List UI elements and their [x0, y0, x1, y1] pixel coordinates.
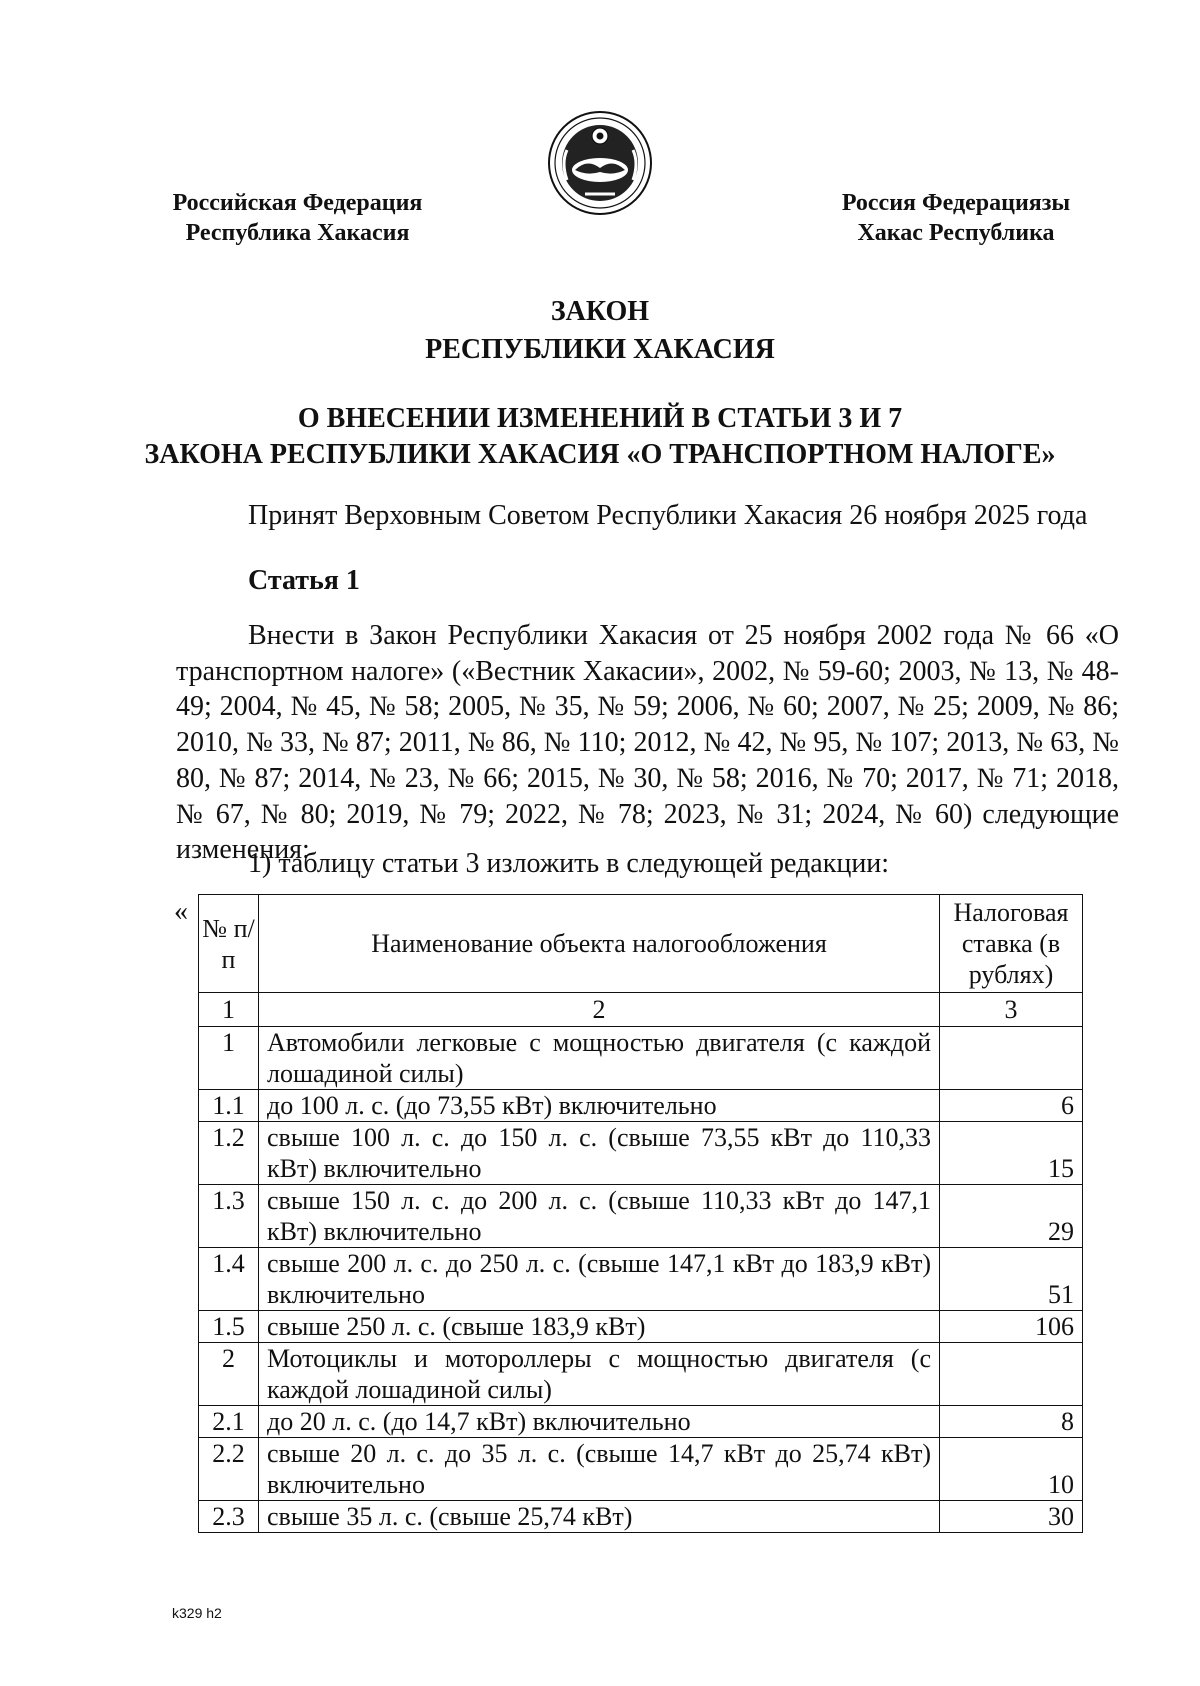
header-right: [826, 188, 1086, 248]
header-left-line1: Российская Федерация: [172, 190, 423, 216]
row-rate: 8: [940, 1406, 1083, 1438]
law-subject-line2: ЗАКОНА РЕСПУБЛИКИ ХАКАСИЯ «О ТРАНСПОРТНОМ НАЛОГЕ»: [144, 439, 1056, 470]
row-num: 1.4: [199, 1248, 259, 1311]
header-right-line1: Россия Федерациязы: [841, 190, 1071, 216]
row-num: 1.1: [199, 1090, 259, 1122]
table-row: [199, 1027, 1083, 1090]
law-subject-line1: О ВНЕСЕНИИ ИЗМЕНЕНИЙ В СТАТЬИ 3 И 7: [297, 403, 903, 434]
table-row: [199, 1438, 1083, 1501]
index-cell: 1: [199, 993, 259, 1027]
row-rate: 15: [940, 1122, 1083, 1185]
header-name: Наименование объекта налогообложения: [259, 895, 940, 993]
row-name: свыше 200 л. с. до 250 л. с. (свыше 147,1 кВт до 183,9 кВт) включительно: [259, 1248, 940, 1311]
table-row: [199, 1122, 1083, 1185]
open-quote-mark: «: [174, 896, 188, 927]
row-rate: 51: [940, 1248, 1083, 1311]
row-rate: 30: [940, 1501, 1083, 1533]
row-num: 2.3: [199, 1501, 259, 1533]
row-name: свыше 150 л. с. до 200 л. с. (свыше 110,33 кВт до 147,1 кВт) включительно: [259, 1185, 940, 1248]
row-num: 2.1: [199, 1406, 259, 1438]
row-rate: [940, 1343, 1083, 1406]
row-name: свыше 250 л. с. (свыше 183,9 кВт): [259, 1311, 940, 1343]
row-rate: 10: [940, 1438, 1083, 1501]
header-rate: Налоговая ставка (в рублях): [940, 895, 1083, 993]
row-name: Автомобили легковые с мощностью двигателя (с каждой лошадиной силы): [259, 1027, 940, 1090]
header-num: № п/п: [199, 895, 259, 993]
row-name: свыше 35 л. с. (свыше 25,74 кВт): [259, 1501, 940, 1533]
coat-of-arms-icon: [547, 110, 653, 216]
row-name: Мотоциклы и мотороллеры с мощностью двигателя (с каждой лошадиной силы): [259, 1343, 940, 1406]
row-name: свыше 100 л. с. до 150 л. с. (свыше 73,55 кВт до 110,33 кВт) включительно: [259, 1122, 940, 1185]
row-rate: [940, 1027, 1083, 1090]
table-row: [199, 1185, 1083, 1248]
row-num: 2: [199, 1343, 259, 1406]
table-index-row: [199, 993, 1083, 1027]
table-header-row: [199, 895, 1083, 993]
law-title-line2: РЕСПУБЛИКИ ХАКАСИЯ: [425, 334, 775, 365]
row-num: 1: [199, 1027, 259, 1090]
adoption-note: Принят Верховным Советом Республики Хакасия 26 ноября 2025 года: [248, 500, 1088, 531]
footer-document-code: k329 h2: [172, 1605, 222, 1621]
header-left-line2: Республика Хакасия: [185, 220, 410, 246]
table-row: [199, 1343, 1083, 1406]
index-cell: 2: [259, 993, 940, 1027]
row-num: 1.3: [199, 1185, 259, 1248]
table-row: [199, 1406, 1083, 1438]
row-name: свыше 20 л. с. до 35 л. с. (свыше 14,7 кВт до 25,74 кВт) включительно: [259, 1438, 940, 1501]
row-rate: 6: [940, 1090, 1083, 1122]
header-left: [155, 188, 440, 248]
tax-rate-table: [198, 894, 1083, 1533]
index-cell: 3: [940, 993, 1083, 1027]
item-1-text: 1) таблицу статьи 3 изложить в следующей редакции:: [248, 848, 890, 879]
header-right-line2: Хакас Республика: [857, 220, 1055, 246]
table-row: [199, 1501, 1083, 1533]
row-name: до 20 л. с. (до 14,7 кВт) включительно: [259, 1406, 940, 1438]
row-num: 1.2: [199, 1122, 259, 1185]
row-rate: 106: [940, 1311, 1083, 1343]
table-row: [199, 1248, 1083, 1311]
row-rate: 29: [940, 1185, 1083, 1248]
article-paragraph: [176, 618, 1119, 868]
row-name: до 100 л. с. (до 73,55 кВт) включительно: [259, 1090, 940, 1122]
law-title-line1: ЗАКОН: [550, 296, 650, 327]
article-heading: Статья 1: [248, 565, 360, 596]
table-row: [199, 1090, 1083, 1122]
article-paragraph-text: Внести в Закон Республики Хакасия от 25 ноября 2002 года № 66 «О транспортном налоге» («Вестник Хакасии», 2002, № 59-60; 2003, № 13, № 48-49; 2004, № 45, № 58; 2005, № 35, № 59; 2006, № 60; 2007, № 25; 2009, № 86; 2010, № 33, № 87; 2011, № 86, № 110; 2012, № 42, № 95, № 107; 2013, № 63, № 80, № 87; 2014, № 23, № 66; 2015, № 30, № 58; 2016, № 70; 2017, № 71; 2018, № 67, № 80; 2019, № 79; 2022, № 78; 2023, № 31; 2024, № 60) следующие изменения:: [176, 620, 1119, 866]
table-row: [199, 1311, 1083, 1343]
row-num: 2.2: [199, 1438, 259, 1501]
row-num: 1.5: [199, 1311, 259, 1343]
